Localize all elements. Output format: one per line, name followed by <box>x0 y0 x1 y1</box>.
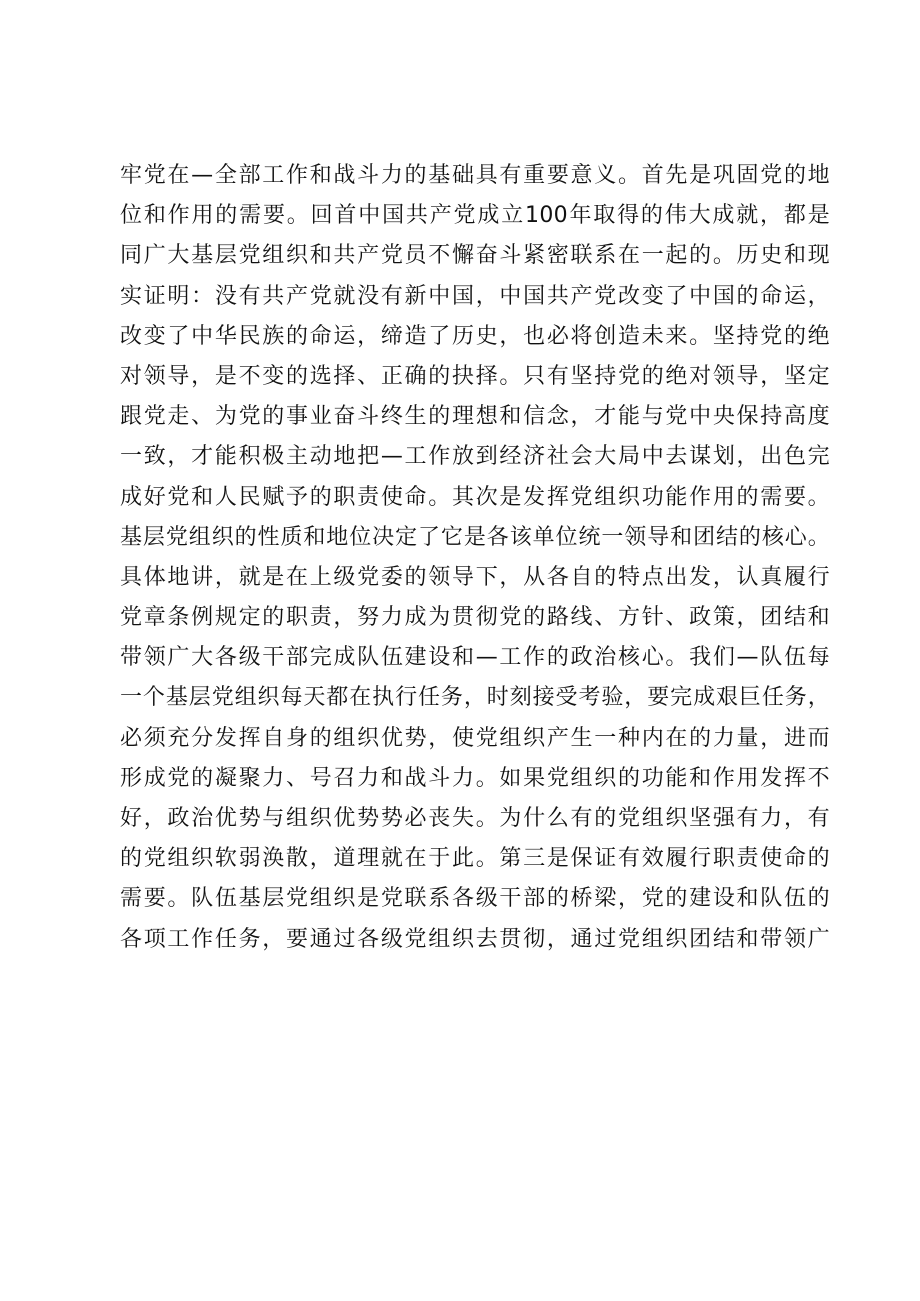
text-line: 必须充分发挥自身的组织优势，使党组织产生一种内在的力量，进而 <box>120 725 830 751</box>
text-line: 基层党组织的性质和地位决定了它是各该单位统一领导和团结的核心。 <box>120 524 830 550</box>
body-paragraph <box>120 156 830 960</box>
text-line: 好，政治优势与组织优势势必丧失。为什么有的党组织坚强有力，有 <box>120 806 830 831</box>
text-line: 一致，才能积极主动地把—工作放到经济社会大局中去谋划，出色完 <box>120 444 830 470</box>
text-line: 具体地讲，就是在上级党委的领导下，从各自的特点出发，认真履行 <box>120 564 830 590</box>
text-line: 一个基层党组织每天都在执行任务，时刻接受考验，要完成艰巨任务， <box>120 685 830 711</box>
text-line: 对领导，是不变的选择、正确的抉择。只有坚持党的绝对领导，坚定 <box>120 363 830 389</box>
text-line: 形成党的凝聚力、号召力和战斗力。如果党组织的功能和作用发挥不 <box>120 765 830 791</box>
text-line: 带领广大各级干部完成队伍建设和—工作的政治核心。我们—队伍每 <box>120 645 830 671</box>
text-line: 党章条例规定的职责，努力成为贯彻党的路线、方针、政策，团结和 <box>120 605 830 631</box>
text-line: 各项工作任务，要通过各级党组织去贯彻，通过党组织团结和带领广 <box>120 926 830 952</box>
text-line: 成好党和人民赋予的职责使命。其次是发挥党组织功能作用的需要。 <box>120 484 830 510</box>
text-line: 跟党走、为党的事业奋斗终生的理想和信念，才能与党中央保持高度 <box>120 404 830 430</box>
text-line: 改变了中华民族的命运，缔造了历史，也必将创造未来。坚持党的绝 <box>120 323 830 349</box>
text-line: 的党组织软弱涣散，道理就在于此。第三是保证有效履行职责使命的 <box>120 846 830 872</box>
text-line: 同广大基层党组织和共产党员不懈奋斗紧密联系在一起的。历史和现 <box>120 243 830 269</box>
text-line: 实证明：没有共产党就没有新中国，中国共产党改变了中国的命运， <box>120 283 830 309</box>
text-line: 位和作用的需要。回首中国共产党成立100年取得的伟大成就，都是 <box>120 203 830 229</box>
text-line: 牢党在—全部工作和战斗力的基础具有重要意义。首先是巩固党的地 <box>120 163 830 188</box>
text-line: 需要。队伍基层党组织是党联系各级干部的桥梁，党的建设和队伍的 <box>120 886 830 912</box>
